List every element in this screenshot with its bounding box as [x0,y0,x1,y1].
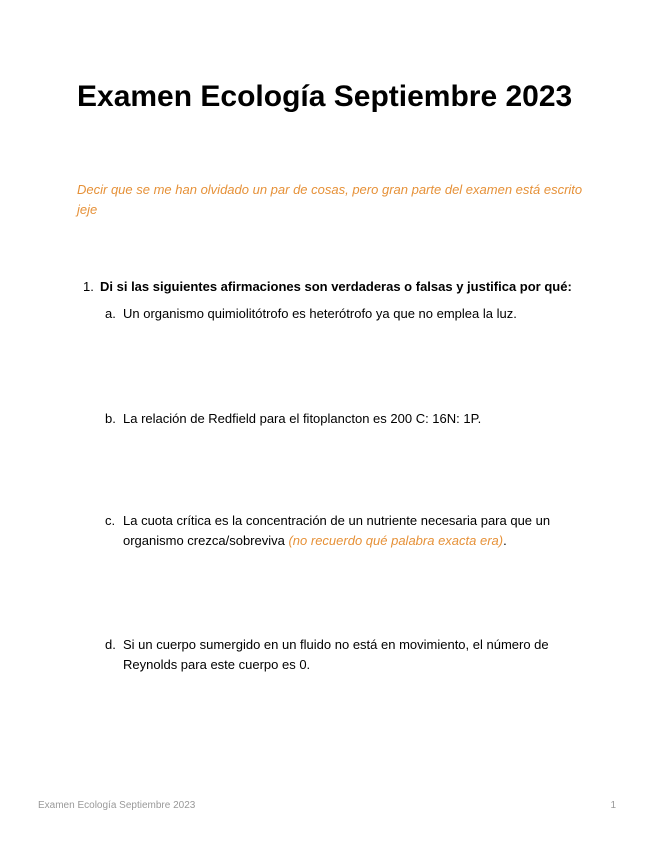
question-text: Di si las siguientes afirmaciones son verdaderas o falsas y justifica por qué: [100,279,572,294]
subtitle-note: Decir que se me han olvidado un par de cosas, pero gran parte del examen está escrito jeje [77,182,583,217]
footer-title: Examen Ecología Septiembre 2023 [38,800,196,811]
item-letter: d. [105,637,116,652]
item-text-container [123,511,563,551]
item-text: Un organismo quimiolitótrofo es heterótrofo ya que no emplea la luz. [123,306,517,321]
item-note: (no recuerdo qué palabra exacta era) [288,533,504,548]
item-text: La cuota crítica es la concentración de un nutriente necesaria para que un organismo crezca/sobreviva [123,513,551,548]
item-letter: c. [105,513,116,528]
footer-page-number: 1 [610,800,616,811]
item-text-end: . [503,533,507,548]
page-title: Examen Ecología Septiembre 2023 [77,80,573,113]
item-letter: a. [105,306,116,321]
item-text: Si un cuerpo sumergido en un fluido no está en movimiento, el número de Reynolds para este cuerpo es 0. [123,637,549,672]
question-number: 1. [83,279,94,294]
item-letter: b. [105,411,116,426]
item-text: La relación de Redfield para el fitoplancton es 200 C: 16N: 1P. [123,411,482,426]
